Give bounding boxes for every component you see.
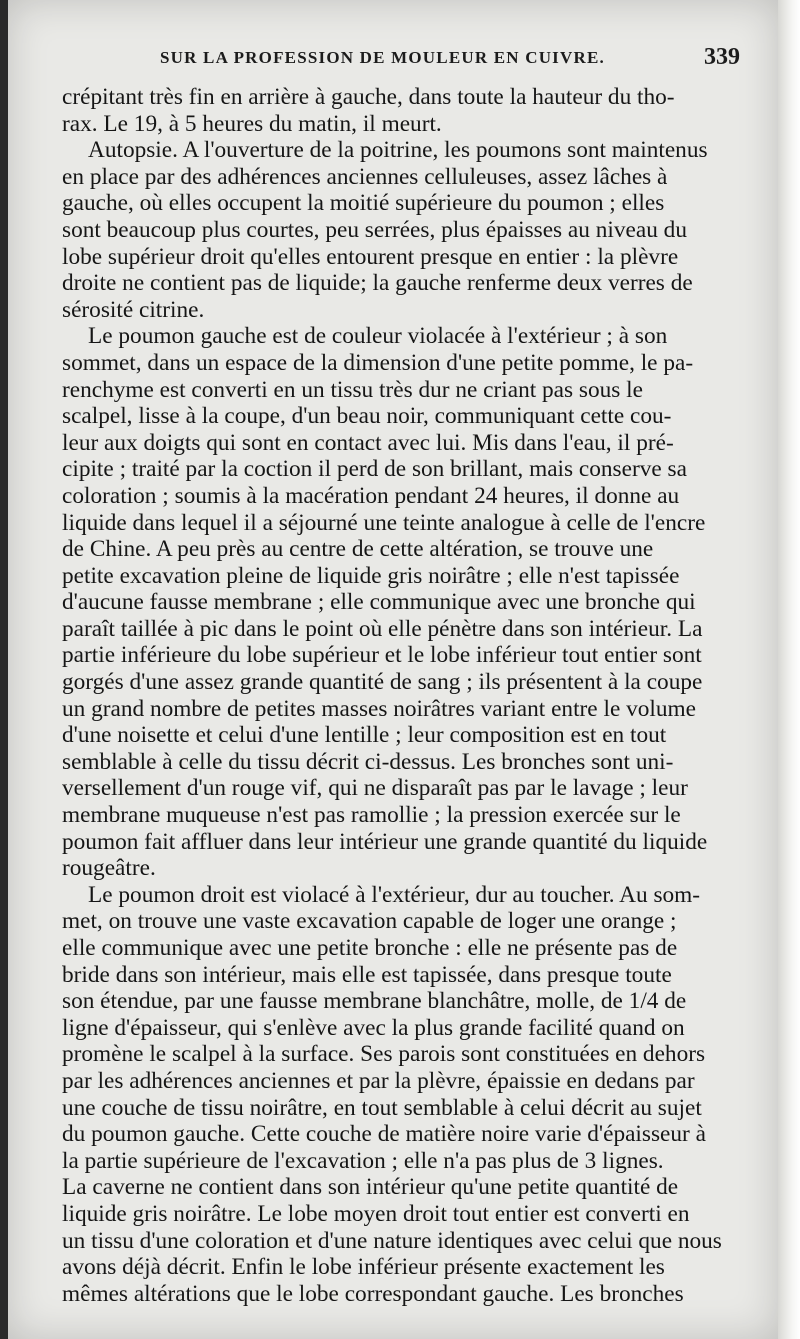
text-line: un tissu d'une coloration et d'une nature identiques avec celui que nous xyxy=(62,1227,722,1254)
text-line: renchyme est converti en un tissu très dur ne criant pas sous le xyxy=(62,376,643,403)
text-line: sont beaucoup plus courtes, peu serrées, plus épaisses au niveau du xyxy=(62,216,687,243)
text-line: Le poumon gauche est de couleur violacée à l'extérieur ; à son xyxy=(88,323,668,350)
running-title: SUR LA PROFESSION DE MOULEUR EN CUIVRE. xyxy=(160,48,605,67)
page-edge xyxy=(778,0,800,1339)
text-line: une couche de tissu noirâtre, en tout semblable à celui décrit au sujet xyxy=(62,1094,702,1121)
text-line: droite ne contient pas de liquide; la gauche renferme deux verres de xyxy=(62,270,693,297)
text-line: leur aux doigts qui sont en contact avec lui. Mis dans l'eau, il pré- xyxy=(62,429,674,456)
text-line: met, on trouve une vaste excavation capable de loger une orange ; xyxy=(62,908,677,935)
text-line: ligne d'épaisseur, qui s'enlève avec la plus grande facilité quand on xyxy=(62,1014,685,1041)
text-line: par les adhérences anciennes et par la plèvre, épaissie en dedans par xyxy=(62,1067,695,1094)
text-line: sommet, dans un espace de la dimension d'une petite pomme, le pa- xyxy=(62,349,694,376)
text-line: gauche, où elles occupent la moitié supérieure du poumon ; elles xyxy=(62,190,665,217)
text-line: crépitant très fin en arrière à gauche, dans toute la hauteur du tho- xyxy=(62,84,675,110)
text-line: liquide dans lequel il a séjourné une teinte analogue à celle de l'encre xyxy=(62,509,706,536)
text-line: paraît taillée à pic dans le point où elle pénètre dans son intérieur. La xyxy=(62,615,703,642)
text-line: la partie supérieure de l'excavation ; elle n'a pas plus de 3 lignes. xyxy=(62,1147,664,1174)
text-line: membrane muqueuse n'est pas ramollie ; la pression exercée sur le xyxy=(62,802,681,829)
text-line: avons déjà décrit. Enfin le lobe inférieur présente exactement les xyxy=(62,1254,665,1281)
text-line: rougeâtre. xyxy=(62,855,156,882)
page-number: 339 xyxy=(704,44,740,70)
text-line: promène le scalpel à la surface. Ses parois sont constituées en dehors xyxy=(62,1041,706,1068)
text-line: scalpel, lisse à la coupe, d'un beau noir, communiquant cette cou- xyxy=(62,403,672,430)
text-line: mêmes altérations que le lobe correspondant gauche. Les bronches xyxy=(62,1280,684,1307)
text-line: liquide gris noirâtre. Le lobe moyen droit tout entier est converti en xyxy=(62,1200,690,1227)
text-line: un grand nombre de petites masses noirâtres variant entre le volume xyxy=(62,695,696,722)
text-line: gorgés d'une assez grande quantité de sang ; ils présentent à la coupe xyxy=(62,669,703,696)
text-line: de Chine. A peu près au centre de cette altération, se trouve une xyxy=(62,536,654,563)
text-line: cipite ; traité par la coction il perd de son brillant, mais conserve sa xyxy=(62,456,687,483)
text-line: versellement d'un rouge vif, qui ne disparaît pas par le lavage ; leur xyxy=(62,775,688,802)
text-line: La caverne ne contient dans son intérieur qu'une petite quantité de xyxy=(62,1174,679,1201)
text-line: d'une noisette et celui d'une lentille ; leur composition est en tout xyxy=(62,722,667,749)
text-line: rax. Le 19, à 5 heures du matin, il meurt. xyxy=(62,110,442,137)
text-line: semblable à celle du tissu décrit ci-dessus. Les bronches sont uni- xyxy=(62,748,674,775)
running-header xyxy=(160,44,740,74)
text-line: poumon fait affluer dans leur intérieur une grande quantité du liquide xyxy=(62,828,708,855)
text-line: Autopsie. A l'ouverture de la poitrine, les poumons sont maintenus xyxy=(88,137,708,164)
text-line: coloration ; soumis à la macération pendant 24 heures, il donne au xyxy=(62,482,680,509)
text-line: lobe supérieur droit qu'elles entourent presque en entier : la plèvre xyxy=(62,243,679,270)
text-line: sérosité citrine. xyxy=(62,296,205,323)
text-line: bride dans son intérieur, mais elle est tapissée, dans presque toute xyxy=(62,961,672,988)
text-line: elle communique avec une petite bronche : elle ne présente pas de xyxy=(62,935,678,961)
text-line: son étendue, par une fausse membrane blanchâtre, molle, de 1/4 de xyxy=(62,988,687,1015)
body-text xyxy=(62,84,738,1307)
text-line: partie inférieure du lobe supérieur et le lobe inférieur tout entier sont xyxy=(62,642,702,669)
text-line: du poumon gauche. Cette couche de matière noire varie d'épaisseur à xyxy=(62,1121,706,1148)
text-line: en place par des adhérences anciennes celluleuses, assez lâches à xyxy=(62,163,668,190)
text-line: petite excavation pleine de liquide gris noirâtre ; elle n'est tapissée xyxy=(62,562,680,589)
text-line: d'aucune fausse membrane ; elle communique avec une bronche qui xyxy=(62,589,696,616)
text-line: Le poumon droit est violacé à l'extérieur, dur au toucher. Au som- xyxy=(88,881,701,908)
